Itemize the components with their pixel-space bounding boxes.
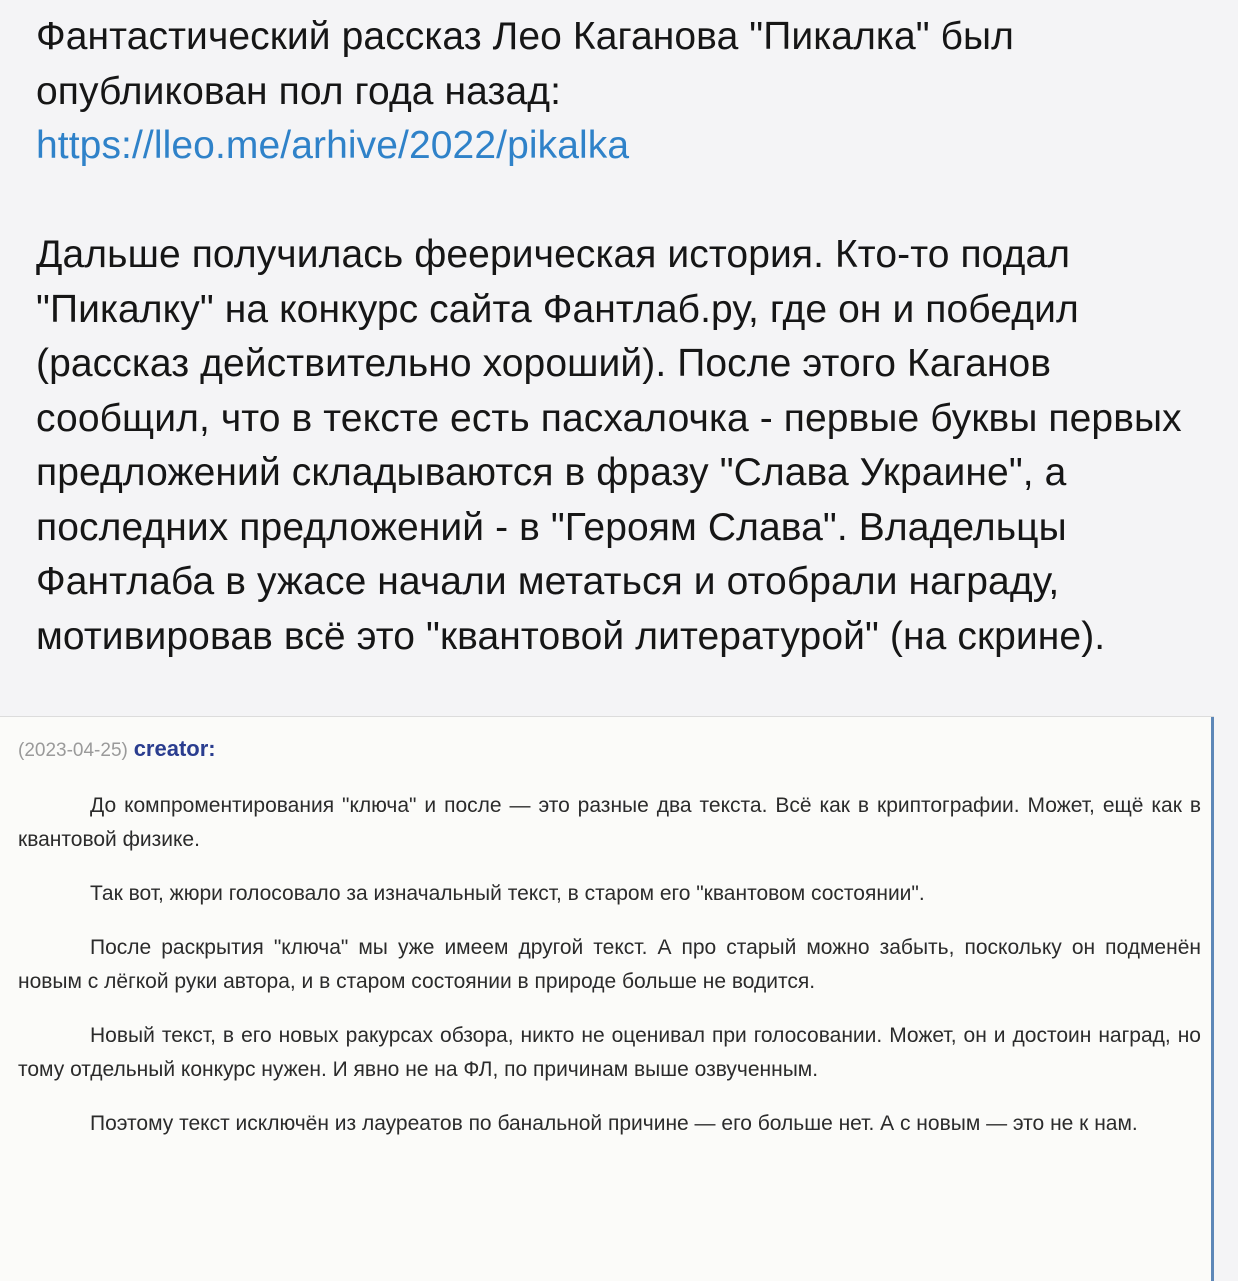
message-intro [36,10,1216,174]
comment-paragraph: Так вот, жюри голосовало за изначальный текст, в старом его "квантовом состоянии". [90,882,925,905]
comment-header [18,735,1201,763]
comment-paragraph: До компроментирования "ключа" и после — это разные два текста. Всё как в криптографии. Может, ещё как в квантовой физике. [18,794,1201,851]
screenshot-edge [1211,717,1214,1281]
paragraph-gap [36,174,1216,229]
message-paragraph: Дальше получилась феерическая история. Кто-то подал "Пикалку" на конкурс сайта Фантлаб.ру, где он и победил (рассказ действительно хороший). После этого Каганов сообщил, что в тексте есть пасхалочка - первые буквы первых предложений складываются в фразу "Слава Украине", а последних предложений - в "Героям Слава". Владельцы Фантлаба в ужасе начали метаться и отобрали награду, мотивировав всё это "квантовой литературой" (на скрине). [36,233,1182,658]
comment-paragraph: Поэтому текст исключён из лауреатов по банальной причине — его больше нет. А с новым — это не к нам. [90,1112,1138,1135]
comment-paragraph: Новый текст, в его новых ракурсах обзора, никто не оценивал при голосовании. Может, он и достоин наград, но тому отдельный конкурс нужен. И явно не на ФЛ, по причинам выше озвученным. [18,1024,1201,1081]
forum-comment [18,735,1201,1161]
comment-author[interactable]: creator: [133,736,216,761]
comment-date: (2023-04-25) [18,740,128,761]
message-text [36,10,1216,664]
story-link[interactable]: https://lleo.me/arhive/2022/pikalka [36,124,630,167]
attached-screenshot[interactable] [0,716,1214,1281]
message-intro-text: Фантастический рассказ Лео Каганова "Пикалка" был опубликован пол года назад: [36,15,1015,113]
comment-paragraph: После раскрытия "ключа" мы уже имеем другой текст. А про старый можно забыть, поскольку он подменён новым с лёгкой руки автора, и в старом состоянии в природе больше не водится. [18,936,1201,993]
